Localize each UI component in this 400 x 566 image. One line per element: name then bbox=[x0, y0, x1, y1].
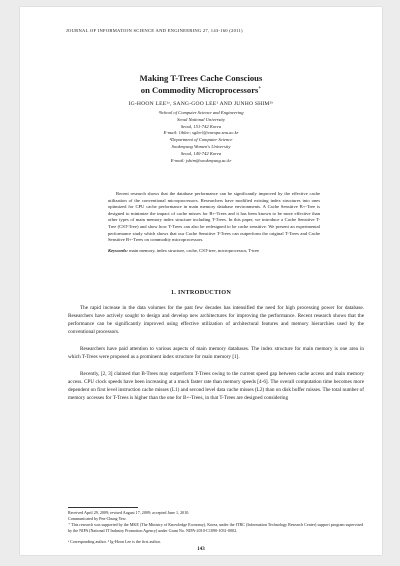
page-number: 143 bbox=[197, 547, 205, 552]
title-line-1: Making T-Trees Cache Conscious bbox=[139, 73, 263, 83]
affiliation-line: Seoul, 140-742 Korea bbox=[180, 150, 222, 156]
keywords bbox=[108, 248, 320, 253]
abstract: Recent research shows that the database performance can be significantly improved by the effective cache utilization of the conventional microprocessors. Researchers have modified existing index structures into ones optimized for CPU cache performance in main memory database environments. A Cache Sensitive B+-Tree is designed to minimize the impact of cache misses for B+-Trees and it has been known to be more effective than other types of main memory index structure including T-Trees. In this paper, we introduce a Cache Sensitive T-Tree (CST-Tree) and show how T-Trees can also be redesigned to be cache sensitive. We present an experimental performance study which shows that our Cache Sensitive T-Trees can outperform the original T-Trees and Cache Sensitive B+-Trees on commodity microprocessors. bbox=[108, 191, 320, 243]
section-heading: 1. INTRODUCTION bbox=[170, 289, 232, 296]
footnote-funding: ⁺ This research was supported by the MKE (The Ministry of Knowledge Economy), Korea, under the ITRC (Information Technology Research Center) support program supervised by the NIPA (National IT Industry Promotion Agency) under Grant No. NIPA-2010-C1090-1031-0002. bbox=[68, 522, 364, 533]
footnote-received: Received April 29, 2009; revised August 17, 2009; accepted June 1, 2010. bbox=[68, 510, 190, 515]
affiliation-email: E-mail: jshim@sookmyung.ac.kr bbox=[170, 157, 232, 163]
title-footnote-mark: + bbox=[258, 85, 262, 91]
footnote-author-notes: ᵃ Corresponding author. ᵇ Ig-Hoon Lee is the first author. bbox=[68, 539, 161, 544]
body-paragraph: Recently, [2, 3] claimed that B-Trees may outperform T-Trees owing to the current speed gap between cache access and main memory access. CPU clock speeds have been increasing at a much faster rate than memory speeds [4-6]. The overall computation time becomes more dependent on first level instruction cache misses (L1) and second level data cache misses (L2) than on disk buffer misses. The total number of memory accesses for T-Trees is higher than the one for B+-Trees, in that T-Trees are designed considering bbox=[68, 371, 364, 402]
body-paragraph: Researchers have paid attention to various aspects of main memory databases. The index structure for main memory is one area in which T-Trees were proposed as a prominent index structure for main memory [1]. bbox=[68, 346, 364, 361]
affiliation-line: ²Department of Computer Science bbox=[169, 137, 233, 143]
keywords-label: Keywords: bbox=[108, 248, 128, 253]
paper-page bbox=[20, 7, 382, 555]
footnote-communicated: Communicated by Pen-Chung Yew. bbox=[68, 516, 127, 521]
running-head: JOURNAL OF INFORMATION SCIENCE AND ENGINEERING 27, 143-160 (2011) bbox=[66, 28, 243, 33]
title-line-2: on Commodity Microprocessors+ bbox=[140, 84, 262, 95]
affiliation-line: Seoul, 151-742 Korea bbox=[180, 123, 222, 129]
affiliation-line: ¹School of Computer Science and Engineering bbox=[158, 110, 244, 115]
footnote-rule bbox=[68, 507, 138, 508]
author-list: IG-HOON LEE¹ᵃ, SANG-GOO LEE¹ AND JUNHO SHIM²ᵇ bbox=[128, 101, 274, 107]
paper-title bbox=[20, 73, 382, 95]
affiliations bbox=[20, 110, 382, 164]
affiliation-line: Sookmyung Women's University bbox=[171, 143, 231, 149]
keywords-text: main memory, index structure, cache, CST-tree, microprocessor, T-tree bbox=[129, 248, 260, 253]
body-paragraph: The rapid increase in the data volumes for the past few decades has intensified the need for high processing power for database. Researchers have actively sought to design and develop new architectures for improving the performance. Recent research shows that the performance can be significantly improved using effective utilization of architectural features and memory hierarchies used by the conventional processors. bbox=[68, 305, 364, 336]
affiliation-line: Seoul National University bbox=[177, 116, 225, 122]
affiliation-email: E-mail: {ihlee; sglee}@europa.snu.ac.kr bbox=[163, 130, 239, 136]
